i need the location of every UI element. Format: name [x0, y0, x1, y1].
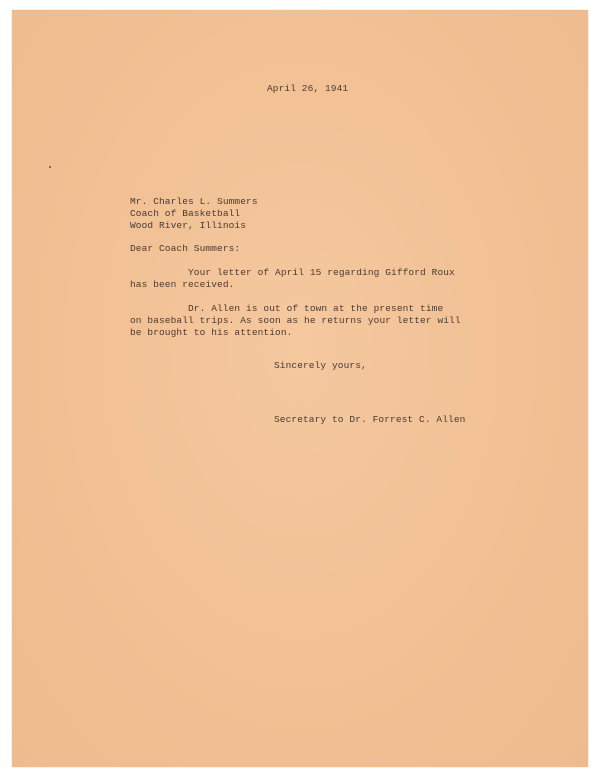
letter-page: [12, 10, 588, 767]
recipient-name: Mr. Charles L. Summers: [130, 196, 258, 207]
closing: Sincerely yours,: [274, 360, 367, 371]
recipient-location: Wood River, Illinois: [130, 220, 247, 231]
paragraph-1-line-2: has been received.: [130, 279, 235, 290]
signature-line: Secretary to Dr. Forrest C. Allen: [274, 414, 466, 425]
recipient-title: Coach of Basketball: [130, 208, 241, 219]
letter-date: April 26, 1941: [267, 83, 349, 94]
salutation: Dear Coach Summers:: [130, 243, 241, 254]
paragraph-2-line-2: on baseball trips. As soon as he returns your letter will: [130, 315, 461, 326]
paragraph-2-line-1: Dr. Allen is out of town at the present time: [188, 303, 444, 314]
paragraph-2-line-3: be brought to his attention.: [130, 327, 293, 338]
paragraph-1-line-1: Your letter of April 15 regarding Gifford Roux: [188, 267, 455, 278]
paper-speck: [49, 166, 51, 168]
